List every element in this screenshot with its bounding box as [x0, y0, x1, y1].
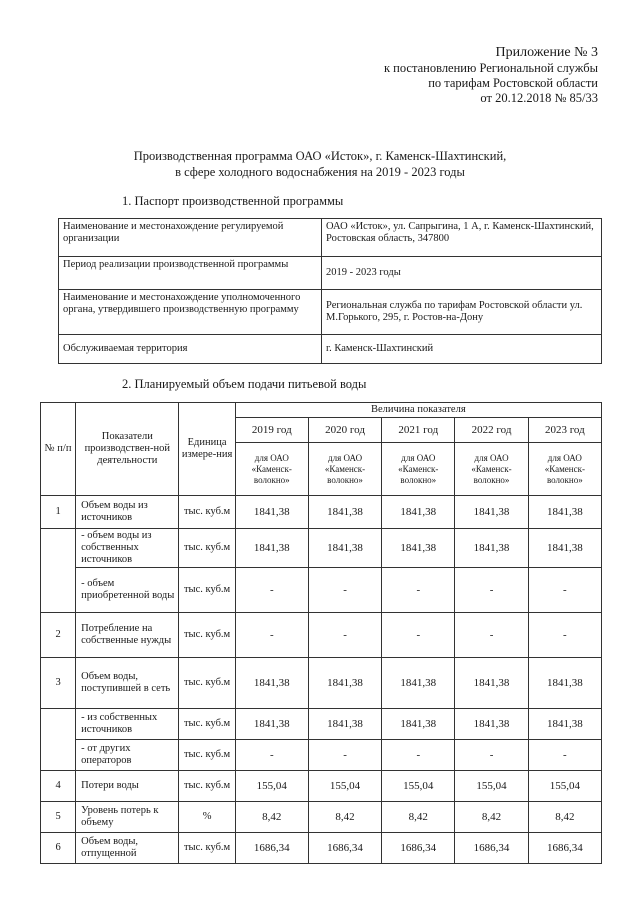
row-value: 1841,38 — [455, 496, 528, 529]
row-value: - — [528, 568, 601, 613]
row-unit: тыс. куб.м — [179, 771, 235, 802]
appendix-date-line: от 20.12.2018 № 85/33 — [480, 91, 598, 105]
table-row — [59, 290, 602, 335]
row-unit: тыс. куб.м — [179, 529, 235, 568]
table-row — [41, 496, 602, 529]
col-subheader: для ОАО «Каменск-волокно» — [528, 443, 601, 496]
row-value: 1841,38 — [528, 709, 601, 740]
row-num: 3 — [41, 658, 76, 709]
row-indicator: Потери воды — [76, 771, 179, 802]
col-subheader: для ОАО «Каменск-волокно» — [382, 443, 455, 496]
col-header-indicator: Показатели производствен-ной деятельности — [76, 403, 179, 496]
row-value: 155,04 — [235, 771, 308, 802]
col-header-year: 2022 год — [455, 418, 528, 443]
row-value: 1841,38 — [528, 496, 601, 529]
table-row — [41, 740, 602, 771]
col-header-year: 2020 год — [308, 418, 381, 443]
col-header-group: Величина показателя — [235, 403, 601, 418]
passport-label: Наименование и местонахождение регулируемой организации — [59, 219, 322, 257]
row-value: - — [308, 568, 381, 613]
table-row — [41, 529, 602, 568]
row-value: 1841,38 — [308, 709, 381, 740]
row-indicator: - из собственных источников — [76, 709, 179, 740]
row-indicator: Потребление на собственные нужды — [76, 613, 179, 658]
row-value: 1841,38 — [235, 529, 308, 568]
row-value: - — [235, 613, 308, 658]
appendix-number: Приложение № 3 — [495, 45, 598, 60]
passport-value: г. Каменск-Шахтинский — [322, 335, 602, 364]
col-header-year: 2019 год — [235, 418, 308, 443]
row-num: 2 — [41, 613, 76, 658]
row-value: 1841,38 — [308, 496, 381, 529]
table-row — [41, 709, 602, 740]
row-unit: тыс. куб.м — [179, 496, 235, 529]
table-row — [41, 658, 602, 709]
row-value: 1841,38 — [455, 529, 528, 568]
row-value: 1841,38 — [382, 496, 455, 529]
row-value: 1841,38 — [382, 658, 455, 709]
row-value: - — [308, 740, 381, 771]
col-subheader: для ОАО «Каменск-волокно» — [308, 443, 381, 496]
passport-value: 2019 - 2023 годы — [322, 257, 602, 290]
row-value: 155,04 — [308, 771, 381, 802]
table-header-row — [41, 403, 602, 418]
passport-table — [58, 218, 602, 364]
row-value: 8,42 — [308, 802, 381, 833]
appendix-ref-line: по тарифам Ростовской области — [428, 76, 598, 90]
passport-value: ОАО «Исток», ул. Сапрыгина, 1 А, г. Каменск-Шахтинский, Ростовская область, 347800 — [322, 219, 602, 257]
row-num — [41, 529, 76, 613]
row-value: 155,04 — [382, 771, 455, 802]
passport-label: Обслуживаемая территория — [59, 335, 322, 364]
col-subheader: для ОАО «Каменск-волокно» — [455, 443, 528, 496]
passport-label: Наименование и местонахождение уполномоченного органа, утвердившего производственную программу — [59, 290, 322, 335]
row-value: 1686,34 — [455, 833, 528, 864]
row-unit: % — [179, 802, 235, 833]
row-value: 1841,38 — [455, 658, 528, 709]
row-value: 1841,38 — [308, 658, 381, 709]
row-value: - — [455, 568, 528, 613]
row-num: 1 — [41, 496, 76, 529]
row-value: - — [455, 613, 528, 658]
table-row — [59, 335, 602, 364]
col-subheader: для ОАО «Каменск-волокно» — [235, 443, 308, 496]
row-value: 1841,38 — [308, 529, 381, 568]
row-indicator: Уровень потерь к объему — [76, 802, 179, 833]
row-indicator: Объем воды, отпущенной — [76, 833, 179, 864]
row-value: 1841,38 — [528, 529, 601, 568]
row-unit: тыс. куб.м — [179, 833, 235, 864]
row-value: 1841,38 — [382, 529, 455, 568]
row-value: 1686,34 — [382, 833, 455, 864]
row-indicator: - от других операторов — [76, 740, 179, 771]
row-indicator: Объем воды, поступившей в сеть — [76, 658, 179, 709]
row-value: 1841,38 — [235, 658, 308, 709]
row-value: 8,42 — [382, 802, 455, 833]
row-value: 1686,34 — [235, 833, 308, 864]
row-value: - — [382, 613, 455, 658]
row-num: 6 — [41, 833, 76, 864]
row-value: - — [382, 568, 455, 613]
row-indicator: - объем приобретенной воды — [76, 568, 179, 613]
row-value: 1841,38 — [528, 658, 601, 709]
table-row — [41, 833, 602, 864]
appendix-header — [384, 44, 598, 106]
row-num — [41, 709, 76, 771]
col-header-year: 2021 год — [382, 418, 455, 443]
row-value: 1841,38 — [235, 496, 308, 529]
row-unit: тыс. куб.м — [179, 658, 235, 709]
table-row — [41, 802, 602, 833]
table-row — [41, 771, 602, 802]
row-unit: тыс. куб.м — [179, 613, 235, 658]
row-value: 155,04 — [455, 771, 528, 802]
appendix-ref-line: к постановлению Региональной службы — [383, 61, 598, 75]
row-value: 8,42 — [528, 802, 601, 833]
col-header-unit: Единица измере-ния — [179, 403, 235, 496]
row-value: 1841,38 — [455, 709, 528, 740]
col-header-year: 2023 год — [528, 418, 601, 443]
row-value: - — [235, 568, 308, 613]
row-value: - — [235, 740, 308, 771]
table-row — [59, 219, 602, 257]
document-title — [0, 148, 640, 180]
table-row — [41, 613, 602, 658]
row-value: 1841,38 — [235, 709, 308, 740]
table-row — [59, 257, 602, 290]
passport-label: Период реализации производственной программы — [59, 257, 322, 290]
title-line: Производственная программа ОАО «Исток», г. Каменск-Шахтинский, — [133, 149, 507, 163]
row-indicator: - объем воды из собственных источников — [76, 529, 179, 568]
title-line: в сфере холодного водоснабжения на 2019 - 2023 годы — [175, 165, 465, 179]
row-unit: тыс. куб.м — [179, 740, 235, 771]
row-value: - — [528, 613, 601, 658]
row-value: - — [455, 740, 528, 771]
row-value: 1841,38 — [382, 709, 455, 740]
row-value: - — [308, 613, 381, 658]
row-value: - — [528, 740, 601, 771]
row-value: - — [382, 740, 455, 771]
row-unit: тыс. куб.м — [179, 709, 235, 740]
row-value: 1686,34 — [528, 833, 601, 864]
row-value: 8,42 — [455, 802, 528, 833]
row-unit: тыс. куб.м — [179, 568, 235, 613]
row-indicator: Объем воды из источников — [76, 496, 179, 529]
row-value: 155,04 — [528, 771, 601, 802]
water-volume-table — [40, 402, 602, 864]
table-row — [41, 568, 602, 613]
row-value: 8,42 — [235, 802, 308, 833]
section-heading-volume: 2. Планируемый объем подачи питьевой воды — [122, 377, 367, 391]
row-num: 4 — [41, 771, 76, 802]
col-header-num: № п/п — [41, 403, 76, 496]
row-num: 5 — [41, 802, 76, 833]
row-value: 1686,34 — [308, 833, 381, 864]
section-heading-passport: 1. Паспорт производственной программы — [122, 194, 344, 208]
passport-value: Региональная служба по тарифам Ростовской области ул. М.Горького, 295, г. Ростов-на-Дону — [322, 290, 602, 335]
